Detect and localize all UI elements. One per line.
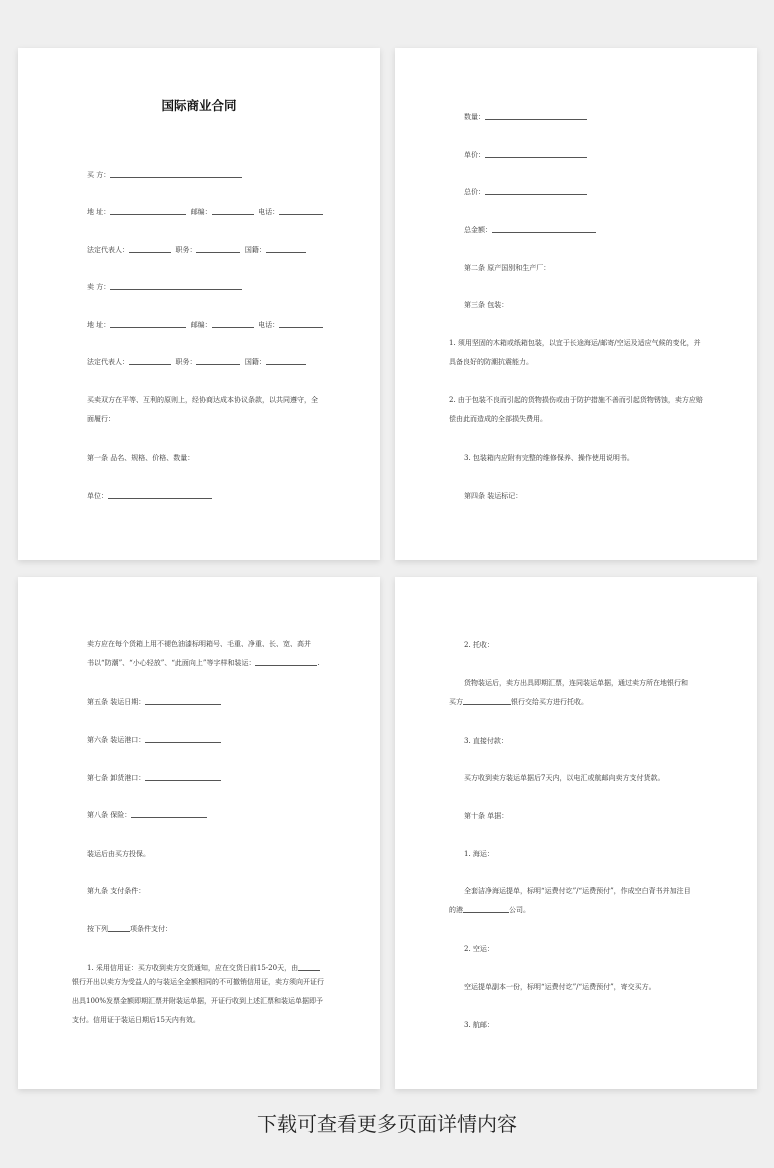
- address-blank: [110, 320, 186, 328]
- air-title: 2. 空运：: [464, 945, 494, 953]
- seller-legal-rep-line: 法定代表人： 职务： 国籍：: [87, 357, 306, 367]
- contract-page-2: [395, 48, 757, 560]
- contract-page-1: [18, 48, 380, 560]
- address-blank: [110, 207, 186, 215]
- phone-blank: [279, 207, 323, 215]
- article-4: 第四条 装运标记：: [464, 492, 523, 500]
- postcode-blank: [212, 207, 254, 215]
- discharge-port-blank: [145, 773, 221, 781]
- insurance-note: 装运后由买方投保。: [87, 850, 150, 858]
- direct-payment-title: 3. 直接付款：: [464, 737, 508, 745]
- position-blank: [196, 357, 240, 365]
- nationality-blank: [266, 245, 306, 253]
- sea-line-2: 的港 公司。: [449, 906, 530, 914]
- total-price-line: 总价：: [464, 187, 587, 197]
- seller-line: 卖 方：: [87, 282, 242, 292]
- air-text: 空运提单副本一份，标明“运费付讫”/“运费预付”，寄交买方。: [464, 983, 656, 991]
- buyer-blank: [110, 170, 242, 178]
- legal-rep-blank: [129, 357, 171, 365]
- buyer-address-line: 地 址： 邮编： 电话：: [87, 207, 323, 217]
- contract-page-4: [395, 577, 757, 1089]
- marks-text-line-2: 书以“防潮”、“小心轻放”、“此面向上”等字样和装运： .: [87, 659, 320, 667]
- bank-blank: [298, 963, 320, 971]
- intro-paragraph: 买卖双方在平等、互利的原则上，经协商达成本协议条款，以共同遵守，全面履行：: [87, 396, 318, 423]
- seller-address-line: 地 址： 邮编： 电话：: [87, 320, 323, 330]
- packing-clause-3: 3. 包装箱内应附有完整的维修保养、操作使用说明书。: [464, 454, 634, 462]
- unit-blank: [108, 491, 212, 499]
- total-amount-line: 总金额：: [464, 225, 596, 235]
- collection-title: 2. 托收：: [464, 641, 494, 649]
- article-6: 第六条 装运港口：: [87, 735, 221, 745]
- article-10: 第十条 单据：: [464, 812, 509, 820]
- shipment-date-blank: [145, 697, 221, 705]
- buyer-bank-blank: [463, 697, 511, 705]
- marks-text-line-1: 卖方应在每个货箱上用不褪色油漆标明箱号、毛重、净重、长、宽、高并: [87, 640, 311, 648]
- packing-clause-2: 2. 由于包装不良而引起的货物损伤或由于防护措施不善而引起货物锈蚀，卖方应赔偿由此而造成的全部损失费用。: [449, 396, 703, 423]
- sea-line-1: 全套洁净海运提单，标明“运费付讫”/“运费预付”，作成空白背书并加注目: [464, 887, 691, 895]
- mail-title: 3. 航邮：: [464, 1021, 494, 1029]
- insurance-blank: [131, 810, 207, 818]
- contract-title: 国际商业合同: [161, 98, 237, 113]
- article-2: 第二条 原产国别和生产厂：: [464, 264, 551, 272]
- lc-line-1: 1. 采用信用证：买方收到卖方交货通知，应在交货日前15-20天，由: [87, 963, 320, 973]
- collection-line-1: 货物装运后，卖方出具即期汇票，连同装运单据，通过卖方所在地银行和: [464, 679, 688, 687]
- total-amount-blank: [492, 225, 596, 233]
- download-caption: 下载可查看更多页面详情内容: [257, 1112, 517, 1136]
- article-1: 第一条 品名、规格、价格、数量：: [87, 454, 195, 462]
- unit-line: 单位：: [87, 491, 212, 501]
- article-8: 第八条 保险：: [87, 810, 207, 820]
- pay-option-blank: [108, 924, 130, 932]
- sea-title: 1. 海运：: [464, 850, 494, 858]
- direct-payment-text: 买方收到卖方装运单据后7天内，以电汇或航邮向卖方支付货款。: [464, 774, 665, 782]
- article-7: 第七条 卸货港口：: [87, 773, 221, 783]
- quantity-line: 数量：: [464, 112, 587, 122]
- seller-blank: [110, 282, 242, 290]
- total-price-blank: [485, 187, 587, 195]
- article-3: 第三条 包装：: [464, 301, 509, 309]
- nationality-blank: [266, 357, 306, 365]
- contract-page-3: [18, 577, 380, 1089]
- marks-blank: [255, 658, 317, 666]
- collection-line-2: 买方 银行交给买方进行托收。: [449, 698, 588, 706]
- pay-by-line: 按下列 项条件支付：: [87, 925, 172, 933]
- phone-blank: [279, 320, 323, 328]
- postcode-blank: [212, 320, 254, 328]
- unit-price-line: 单价：: [464, 150, 587, 160]
- unit-price-blank: [485, 150, 587, 158]
- packing-clause-1: 1. 须用坚固的木箱或纸箱包装，以宜于长途海运/邮寄/空运及适应气候的变化，并具备良好的防潮抗震能力。: [449, 339, 701, 366]
- buyer-line: 买 方：: [87, 170, 242, 180]
- legal-rep-blank: [129, 245, 171, 253]
- article-5: 第五条 装运日期：: [87, 697, 221, 707]
- article-9: 第九条 支付条件：: [87, 887, 146, 895]
- position-blank: [196, 245, 240, 253]
- destination-blank: [463, 905, 509, 913]
- quantity-blank: [485, 112, 587, 120]
- loading-port-blank: [145, 735, 221, 743]
- lc-paragraph: 银行开出以卖方为受益人的与装运全金额相同的不可撤销信用证，卖方须向开证行出具100%发票金额即期汇票并附装运单据，开证行收到上述汇票和装运单据即予支付。信用证于装运日期后15天内有效。: [72, 978, 324, 1024]
- buyer-legal-rep-line: 法定代表人： 职务： 国籍：: [87, 245, 306, 255]
